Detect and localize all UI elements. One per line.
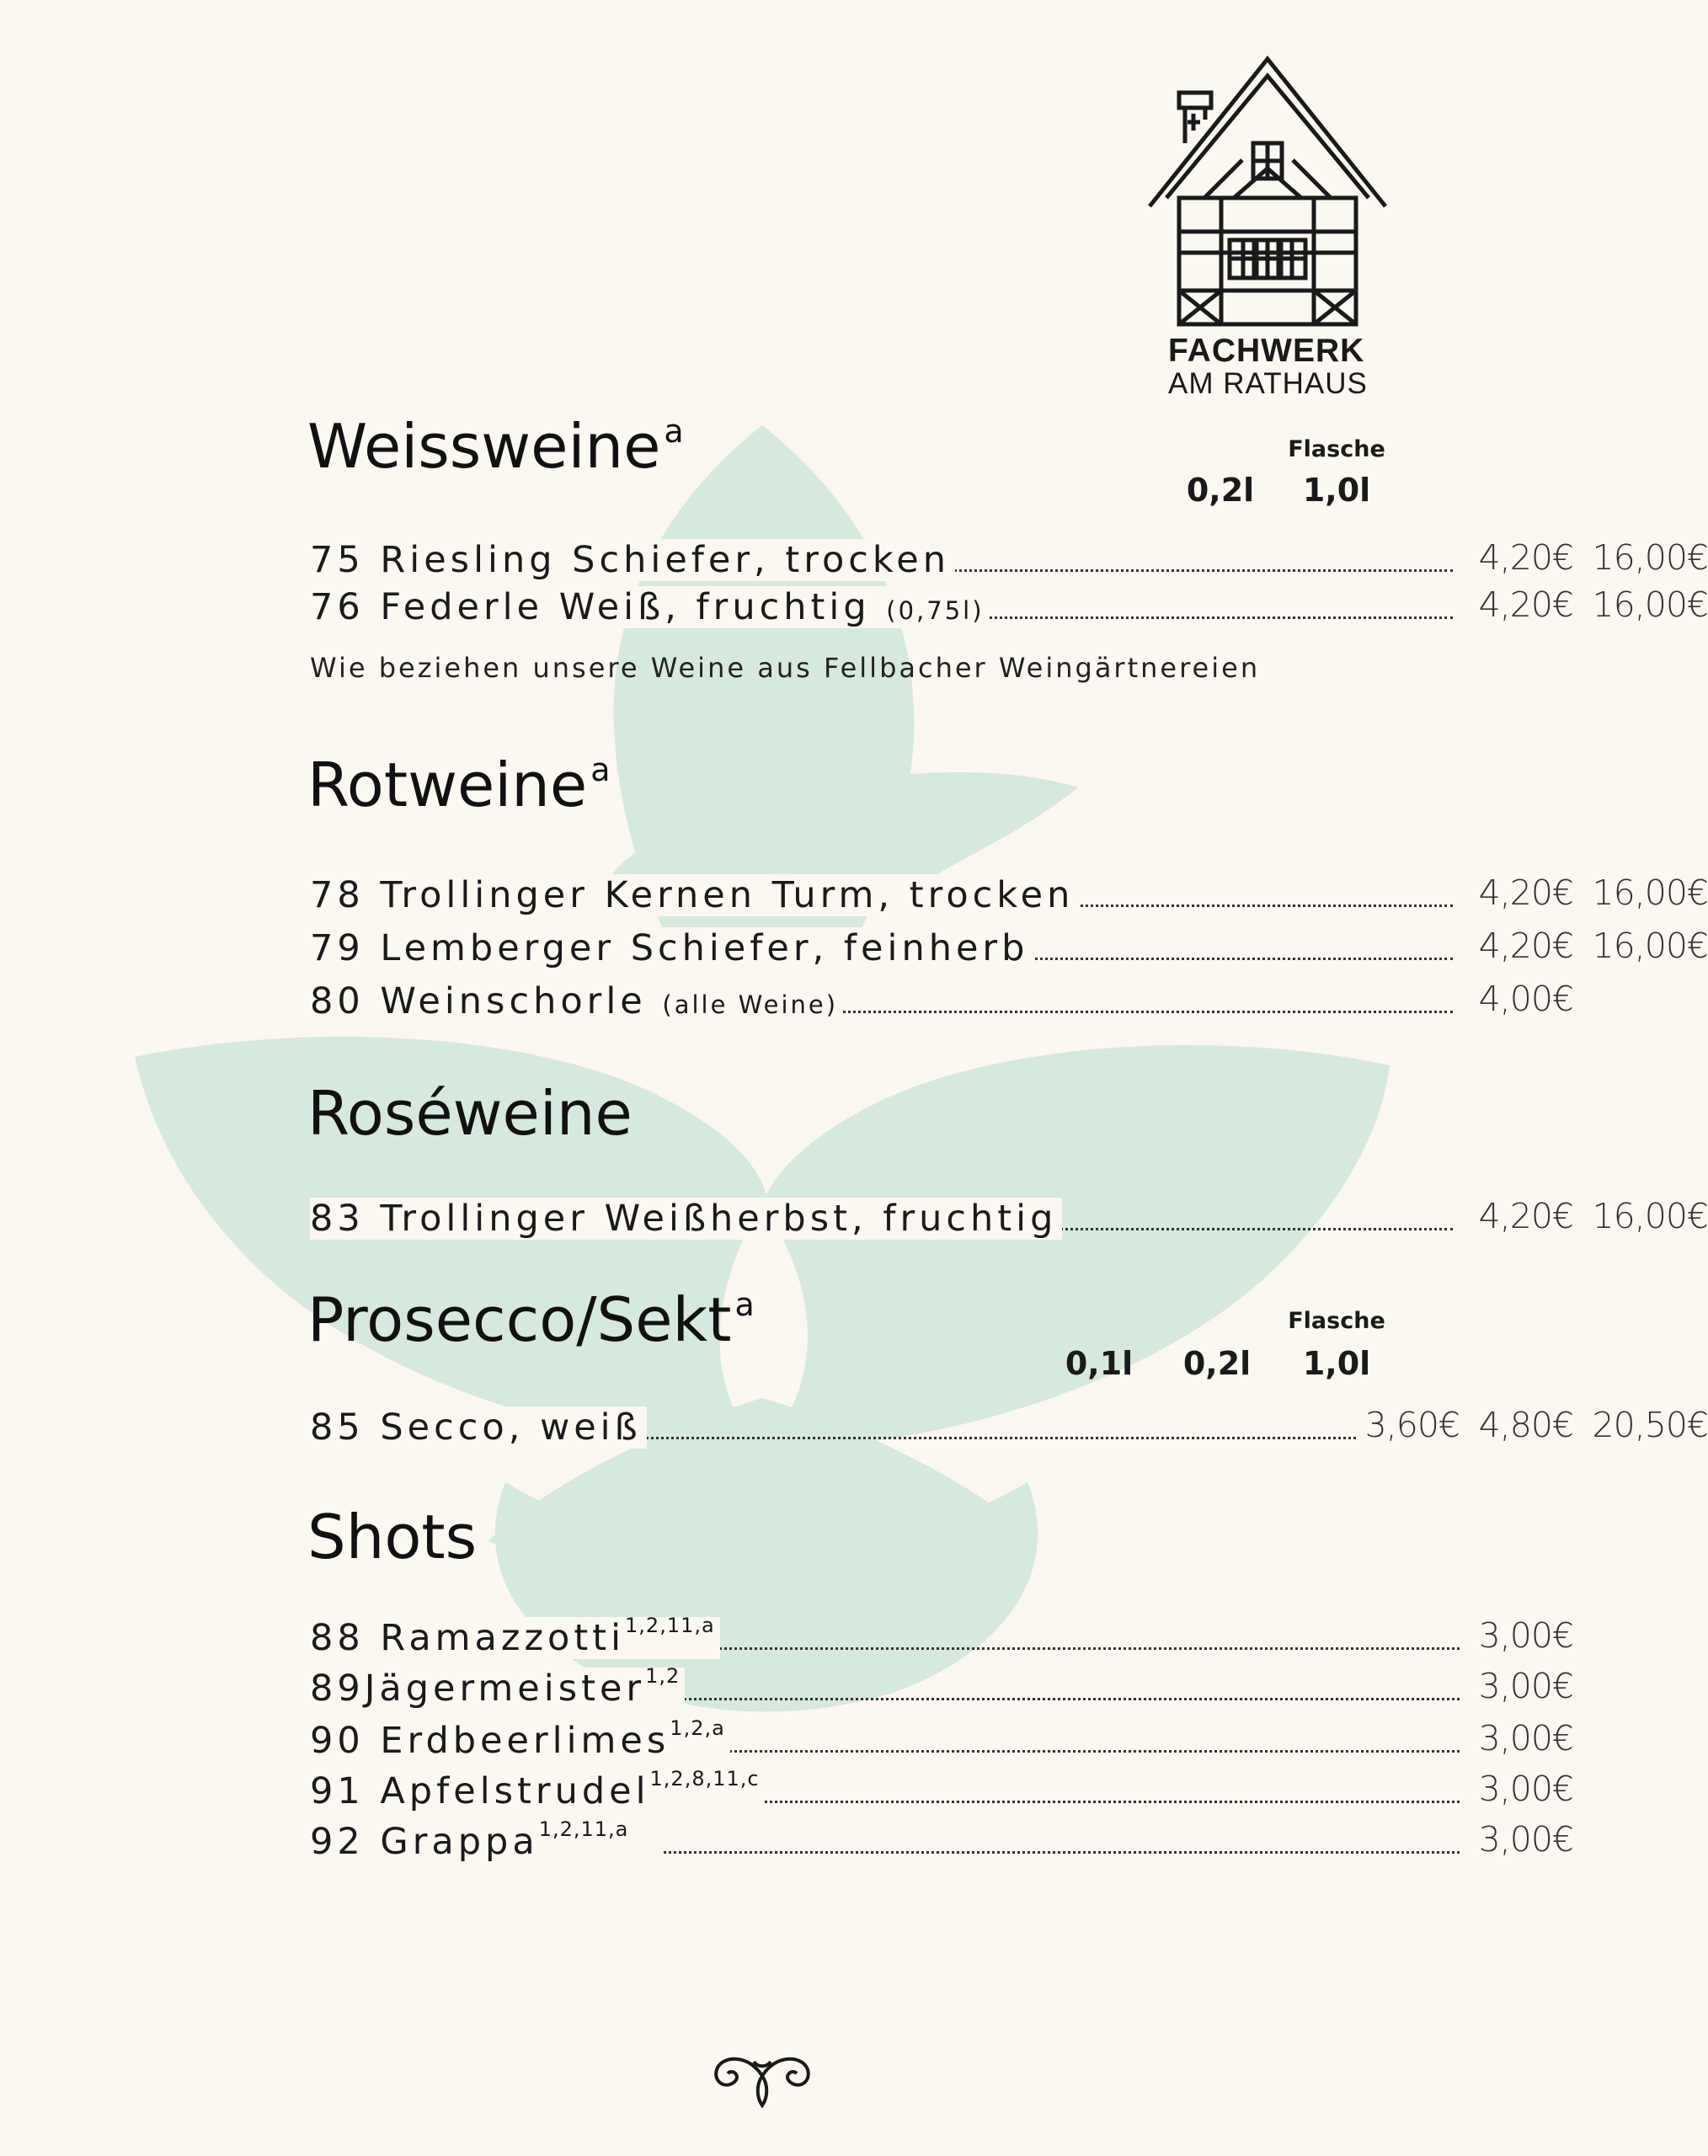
price-10l: 16,00€ bbox=[1592, 537, 1708, 578]
heading-text: Weissweine bbox=[307, 411, 661, 482]
price-10l: 16,00€ bbox=[1592, 1196, 1708, 1236]
column-note-flasche: Flasche bbox=[1288, 1308, 1385, 1334]
heading-text: Prosecco/Sekt bbox=[307, 1284, 732, 1355]
item-label: 80 Weinschorle (alle Weine) bbox=[310, 980, 843, 1022]
leader-dots bbox=[664, 1846, 1460, 1854]
item-label: 85 Secco, weiß bbox=[310, 1406, 647, 1449]
item-label: 91 Apfelstrudel$^{1,2,8,11,c}$ bbox=[310, 1770, 765, 1812]
price-02l: 4,20€ bbox=[1478, 1196, 1573, 1236]
brand-name-line1: FACHWERK bbox=[1168, 333, 1365, 369]
wine-source-note: Wie beziehen unsere Weine aus Fellbacher Weingärtnereien bbox=[310, 652, 1261, 684]
column-header-02l: 0,2l bbox=[1186, 472, 1255, 509]
item-label: 79 Lemberger Schiefer, feinherb bbox=[310, 927, 1033, 969]
leader-dots bbox=[664, 1642, 1460, 1650]
price-02l: 4,00€ bbox=[1478, 979, 1573, 1019]
item-label: 92 Grappa$^{1,2,11,a}$ bbox=[310, 1821, 633, 1863]
price-10l: 16,00€ bbox=[1592, 926, 1708, 966]
price-02l: 4,80€ bbox=[1478, 1405, 1573, 1445]
column-header-10l: 1,0l bbox=[1302, 472, 1371, 509]
leader-dots bbox=[664, 1796, 1460, 1803]
brand-name-line2: AM RATHAUS bbox=[1168, 367, 1368, 400]
column-note-flasche: Flasche bbox=[1288, 436, 1385, 462]
column-header-10l: 1,0l bbox=[1302, 1345, 1371, 1382]
heading-rotweine bbox=[307, 750, 611, 820]
price: 3,00€ bbox=[1478, 1615, 1573, 1656]
item-label: 78 Trollinger Kernen Turm, trocken bbox=[310, 874, 1079, 916]
item-label: 89Jägermeister$^{1,2}$ bbox=[310, 1668, 685, 1710]
ornament-icon bbox=[707, 2038, 817, 2114]
house-logo-icon bbox=[1141, 51, 1394, 328]
price: 3,00€ bbox=[1478, 1666, 1573, 1706]
item-label: 88 Ramazzotti$^{1,2,11,a}$ bbox=[310, 1617, 720, 1659]
leader-dots bbox=[664, 1745, 1460, 1753]
price-10l: 16,00€ bbox=[1592, 873, 1708, 913]
item-label: 76 Federle Weiß, fruchtig (0,75l) bbox=[310, 586, 990, 628]
leader-dots bbox=[605, 1432, 1356, 1439]
price-10l: 20,50€ bbox=[1592, 1405, 1708, 1445]
price-02l: 4,20€ bbox=[1478, 537, 1573, 578]
heading-sup: a bbox=[664, 413, 684, 450]
item-label: 90 Erdbeerlimes$^{1,2,a}$ bbox=[310, 1720, 730, 1762]
price: 3,00€ bbox=[1478, 1769, 1573, 1809]
price-01l: 3,60€ bbox=[1364, 1405, 1460, 1445]
price-02l: 4,20€ bbox=[1478, 926, 1573, 966]
column-header-01l: 0,1l bbox=[1065, 1345, 1134, 1382]
item-label: 83 Trollinger Weißherbst, fruchtig bbox=[310, 1198, 1062, 1240]
heading-roseweine: Roséweine bbox=[307, 1078, 632, 1149]
heading-shots: Shots bbox=[307, 1502, 478, 1572]
price: 3,00€ bbox=[1478, 1819, 1573, 1860]
heading-prosecco-sekt bbox=[307, 1284, 755, 1355]
column-header-02l: 0,2l bbox=[1182, 1345, 1252, 1382]
leader-dots bbox=[664, 1693, 1460, 1700]
heading-text: Rotweine bbox=[307, 750, 588, 820]
logo bbox=[1133, 51, 1402, 328]
price-02l: 4,20€ bbox=[1478, 584, 1573, 625]
heading-sup: a bbox=[734, 1286, 755, 1323]
heading-weissweine bbox=[307, 411, 684, 482]
price-10l: 16,00€ bbox=[1592, 584, 1708, 625]
price-02l: 4,20€ bbox=[1478, 873, 1573, 913]
item-label: 75 Riesling Schiefer, trocken bbox=[310, 539, 955, 581]
heading-sup: a bbox=[590, 751, 611, 788]
price: 3,00€ bbox=[1478, 1718, 1573, 1758]
